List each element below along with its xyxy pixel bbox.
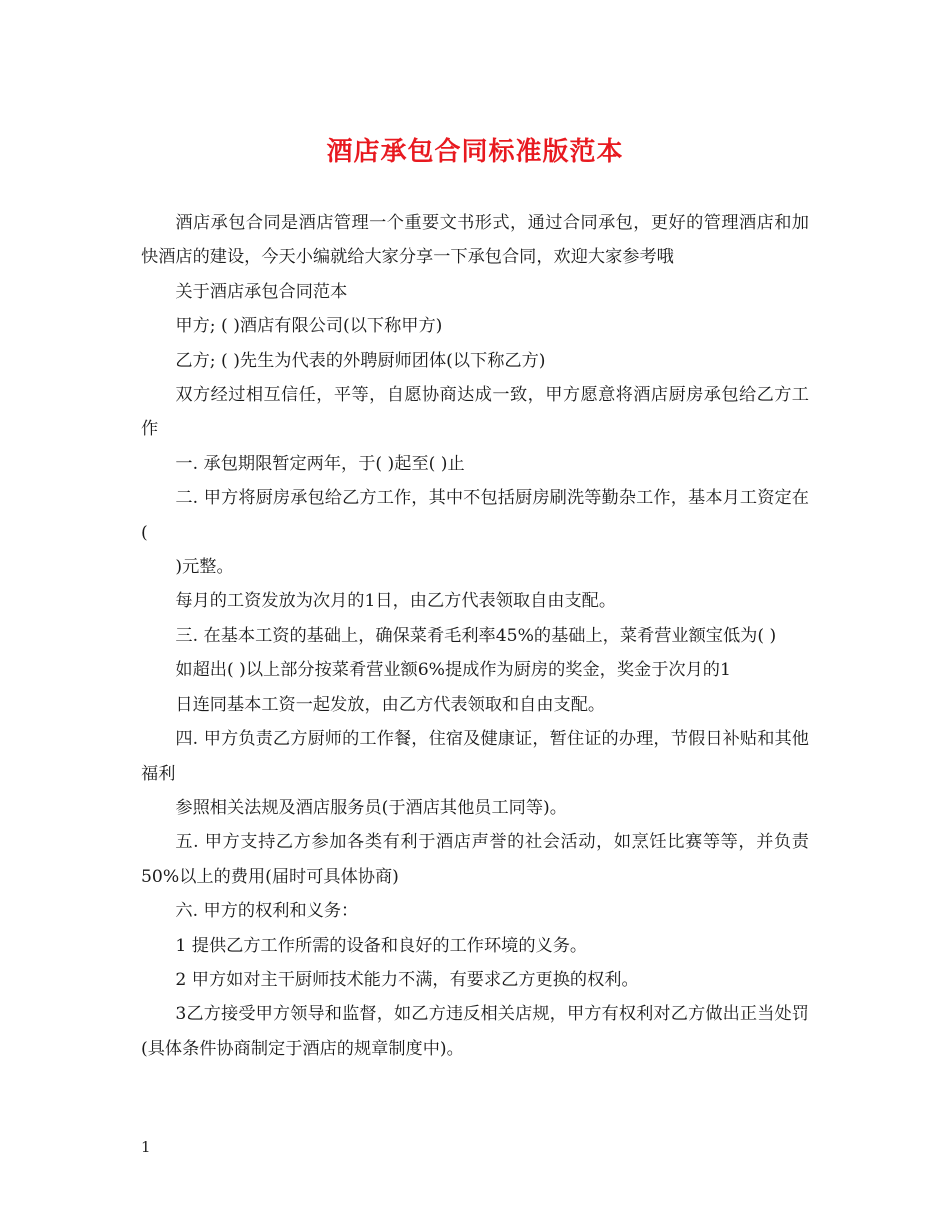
section-heading: 关于酒店承包合同范本 [175,281,348,302]
bonus-line: 如超出( )以上部分按菜肴营业额6%提成作为厨房的奖金，奖金于次月的1 [175,660,731,681]
clause-6: 六. 甲方的权利和义务： [175,901,359,922]
clause-2: 二. 甲方将厨房承包给乙方工作，其中不包括厨房刷洗等勤杂工作，基本月工资定在( [141,488,809,543]
clause-3: 三. 在基本工资的基础上，确保菜肴毛利率45%的基础上，菜肴营业额宝低为( ) [175,625,777,646]
intro-paragraph: 酒店承包合同是酒店管理一个重要文书形式，通过合同承包，更好的管理酒店和加快酒店的建设，今天小编就给大家分享一下承包合同，欢迎大家参考哦 [141,213,809,268]
bonus-line-cont: 日连同基本工资一起发放，由乙方代表领取和自由支配。 [175,694,606,715]
agreement-paragraph: 双方经过相互信任，平等，自愿协商达成一致，甲方愿意将酒店厨房承包给乙方工作 [141,385,809,440]
party-b-line: 乙方; ( )先生为代表的外聘厨师团体(以下称乙方) [175,350,546,371]
document-body [141,206,809,1066]
salary-line: 每月的工资发放为次月的1日，由乙方代表领取自由支配。 [175,591,617,612]
clause-1: 一. 承包期限暂定两年，于( )起至( )止 [175,453,465,474]
clause-5: 五. 甲方支持乙方参加各类有利于酒店声誉的社会活动，如烹饪比赛等等，并负责50%以上的费用(届时可具体协商) [141,832,809,887]
clause-6-item-3: 3乙方接受甲方领导和监督，如乙方违反相关店规，甲方有权利对乙方做出正当处罚(具体条件协商制定于酒店的规章制度中)。 [141,1004,809,1059]
page-number: 1 [141,1138,151,1156]
clause-4: 四. 甲方负责乙方厨师的工作餐，住宿及健康证，暂住证的办理，节假日补贴和其他福利 [141,729,809,784]
clause-6-item-1: 1 提供乙方工作所需的设备和良好的工作环境的义务。 [175,935,588,956]
clause-4-cont: 参照相关法规及酒店服务员(于酒店其他员工同等)。 [175,797,567,818]
party-a-line: 甲方; ( )酒店有限公司(以下称甲方) [175,316,443,337]
document-title: 酒店承包合同标准版范本 [326,137,624,167]
clause-6-item-2: 2 甲方如对主干厨师技术能力不满，有要求乙方更换的权利。 [175,969,639,990]
clause-2-cont: )元整。 [175,557,234,578]
